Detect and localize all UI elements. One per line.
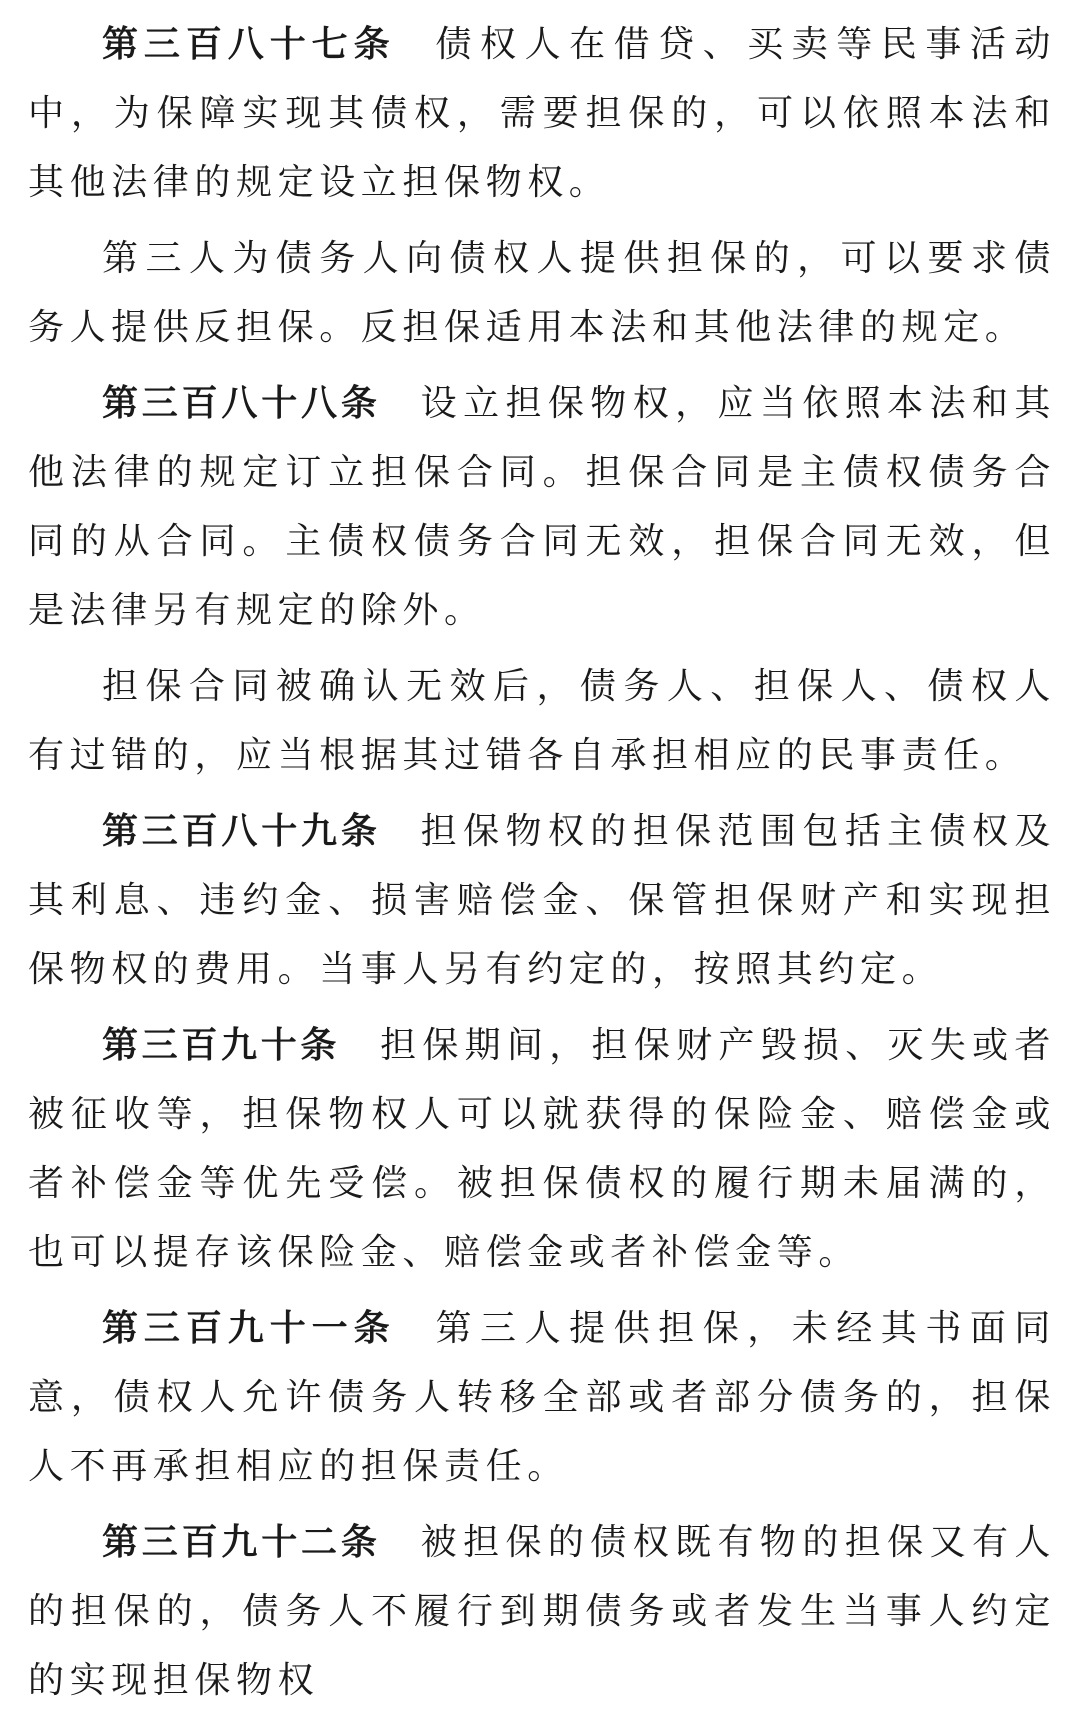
paragraph-text: 被担保的债权既有物的担保又有人的担保的，债务人不履行到期债务或者发生当事人约定的实现担保物权 [28,1522,1056,1701]
paragraph-article-387 [28,10,1056,217]
article-number: 第三百九十二条 [102,1522,381,1563]
article-number: 第三百八十八条 [102,383,381,424]
paragraph-article-388 [28,369,1056,645]
paragraph-text: 设立担保物权，应当依照本法和其他法律的规定订立担保合同。担保合同是主债权债务合同的从合同。主债权债务合同无效，担保合同无效，但是法律另有规定的除外。 [28,383,1056,631]
paragraph-article-388-clause-2 [28,652,1056,790]
paragraph-text: 担保期间，担保财产毁损、灭失或者被征收等，担保物权人可以就获得的保险金、赔偿金或者补偿金等优先受偿。被担保债权的履行期未届满的，也可以提存该保险金、赔偿金或者补偿金等。 [28,1025,1056,1273]
paragraph-article-390 [28,1011,1056,1287]
article-number: 第三百八十九条 [102,811,381,852]
paragraph-article-389 [28,797,1056,1004]
article-number: 第三百九十一条 [102,1308,396,1349]
paragraph-text: 第三人为债务人向债权人提供担保的，可以要求债务人提供反担保。反担保适用本法和其他法律的规定。 [28,238,1056,348]
paragraph-text: 债权人在借贷、买卖等民事活动中，为保障实现其债权，需要担保的，可以依照本法和其他法律的规定设立担保物权。 [28,24,1056,203]
document-page [28,0,1056,1715]
paragraph-text: 担保物权的担保范围包括主债权及其利息、违约金、损害赔偿金、保管担保财产和实现担保物权的费用。当事人另有约定的，按照其约定。 [28,811,1056,990]
paragraph-text: 担保合同被确认无效后，债务人、担保人、债权人有过错的，应当根据其过错各自承担相应的民事责任。 [28,666,1056,776]
paragraph-article-391 [28,1294,1056,1501]
paragraph-article-387-clause-2 [28,224,1056,362]
article-number: 第三百八十七条 [102,24,396,65]
paragraph-text: 第三人提供担保，未经其书面同意，债权人允许债务人转移全部或者部分债务的，担保人不再承担相应的担保责任。 [28,1308,1056,1487]
article-number: 第三百九十条 [102,1025,341,1066]
paragraph-article-392 [28,1508,1056,1715]
